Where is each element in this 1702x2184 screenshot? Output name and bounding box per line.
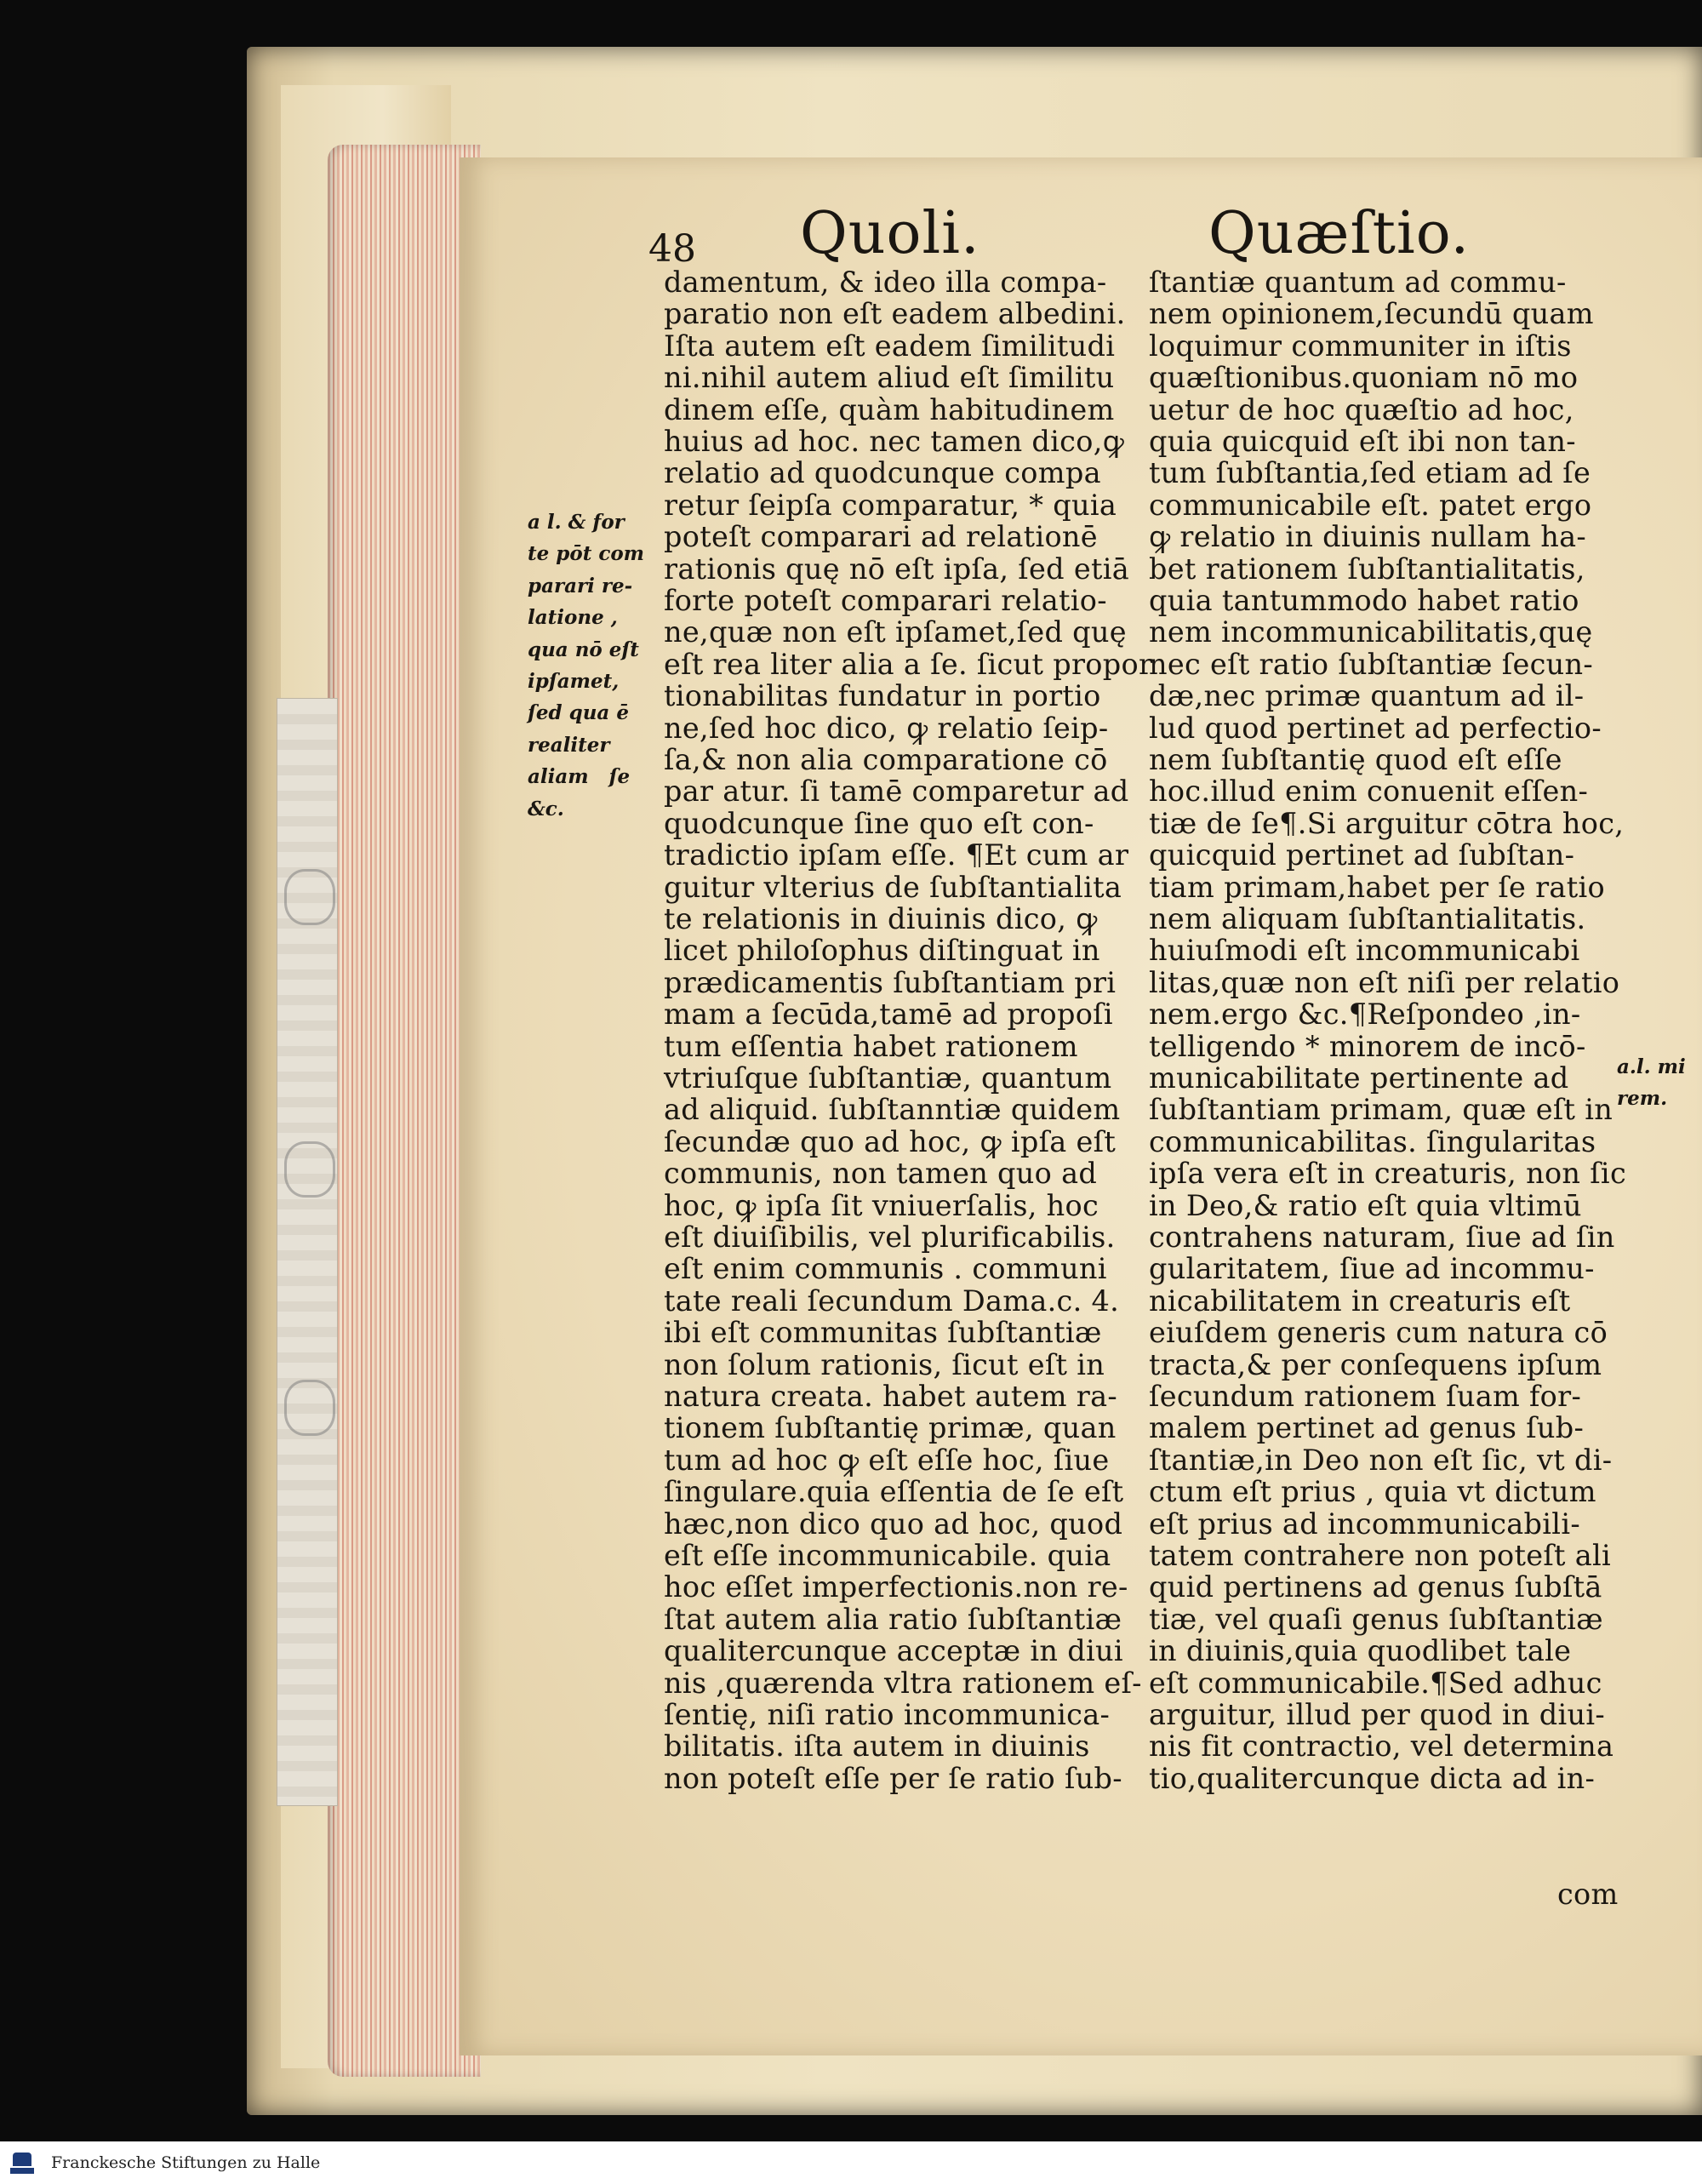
text-line: bilitatis. iſta autem in diuinis [664, 1729, 1090, 1764]
book-page [460, 157, 1702, 2055]
text-line: arguitur, illud per quod in diui- [1149, 1698, 1606, 1731]
text-line: tracta,& per conſequens ipſum [1149, 1347, 1602, 1381]
text-line: nis ,quærenda vltra rationem eſ- [664, 1666, 1142, 1700]
text-line: tiæ de ſe¶.Si arguitur cōtra hoc, [1149, 806, 1625, 840]
text-line: nicabilitatem in creaturis eſt [1149, 1284, 1571, 1318]
marginal-line: aliam ſe [528, 765, 631, 789]
text-line: ibi eſt communitas ſubſtantiæ [664, 1316, 1102, 1350]
text-line: eiuſdem generis cum natura cō [1149, 1316, 1608, 1350]
paper-strip [277, 698, 338, 1806]
text-line: damentum, & ideo illa compa- [664, 266, 1107, 299]
text-line: telligendo * minorem de incō- [1149, 1029, 1586, 1063]
text-line: uetur de hoc quæſtio ad hoc, [1149, 392, 1574, 426]
text-line: eſt communicabile.¶Sed adhuc [1149, 1666, 1602, 1700]
text-line: eſt diuiſibilis, vel plurificabilis. [664, 1221, 1116, 1254]
text-line: ꝙ relatio in diuinis nullam ha- [1149, 520, 1586, 554]
text-line: communis, non tamen quo ad [664, 1157, 1098, 1191]
text-line: non poteſt eſſe per ſe ratio ſub- [664, 1761, 1122, 1795]
text-line: in diuinis,quia quodlibet tale [1149, 1634, 1572, 1668]
footer-bar [0, 2141, 1702, 2184]
text-line: te relationis in diuinis dico, ꝙ [664, 902, 1098, 935]
text-line: licet philoſophus diſtinguat in [664, 934, 1100, 968]
text-line: hæc,non dico quo ad hoc, quod [664, 1507, 1123, 1541]
text-line: ſtantiæ quantum ad commu- [1149, 266, 1567, 299]
text-line: in Deo,& ratio eſt quia vltimū [1149, 1188, 1582, 1222]
text-line: rationis quę nō eſt ipſa, ſed etiā [664, 552, 1130, 586]
text-line: nis fit contractio, vel determina [1149, 1729, 1614, 1764]
text-line: tum eſſentia habet rationem [664, 1029, 1078, 1063]
marginal-line: &c. [528, 797, 564, 820]
text-line: eſt enim communis . communi [664, 1252, 1107, 1286]
text-line: ni.nihil autem aliud eſt ſimilitu [664, 361, 1115, 395]
text-line: nem.ergo &c.¶Reſpondeo ,in- [1149, 998, 1581, 1032]
text-line: nem aliquam ſubſtantialitatis. [1149, 902, 1586, 935]
text-line: ſecundum rationem ſuam for- [1149, 1380, 1582, 1413]
text-line: ſubſtantiam primam, quæ eſt in [1149, 1093, 1613, 1127]
text-line: forte poteſt comparari relatio- [664, 584, 1107, 617]
marginal-line: a l. & for [528, 511, 625, 534]
text-line: communicabilitas. ſingularitas [1149, 1124, 1596, 1158]
text-line: eſt eſſe incommunicabile. quia [664, 1539, 1111, 1572]
text-line: tum ſubſtantia,ſed etiam ad ſe [1149, 456, 1591, 490]
marginal-line: ſed qua ē [528, 701, 629, 725]
text-line: ad aliquid. ſubſtanntiæ quidem [664, 1093, 1121, 1127]
text-line: natura creata. habet autem ra- [664, 1380, 1118, 1413]
text-line: hoc, ꝙ ipſa ſit vniuerſalis, hoc [664, 1188, 1099, 1222]
text-line: tum ad hoc ꝙ eſt eſſe hoc, ſiue [664, 1443, 1110, 1477]
text-line: quia tantummodo habet ratio [1149, 584, 1579, 617]
text-line: tionem ſubſtantię primæ, quan [664, 1411, 1117, 1445]
text-line: tradictio ipſam eſſe. ¶Et cum ar [664, 838, 1129, 872]
institution-logo-icon [5, 2146, 39, 2180]
text-line: nem incommunicabilitatis,quę [1149, 615, 1593, 649]
text-line: ne,ſed hoc dico, ꝙ relatio ſeip- [664, 711, 1109, 745]
text-line: gularitatem, ſiue ad incommu- [1149, 1252, 1595, 1286]
marginal-line: rem. [1617, 1087, 1668, 1111]
text-line: relatio ad quodcunque compa [664, 456, 1101, 490]
text-line: ſtat autem alia ratio ſubſtantiæ [664, 1602, 1122, 1636]
text-line: hoc eſſet imperfectionis.non re- [664, 1570, 1128, 1604]
text-line: lud quod pertinet ad perfectio- [1149, 711, 1602, 745]
marginal-line: a.l. mi [1617, 1055, 1686, 1078]
text-line: loquimur communiter in iſtis [1149, 329, 1572, 363]
text-line: prædicamentis ſubſtantiam pri [664, 965, 1117, 999]
text-line: ſingulare.quia eſſentia de ſe eſt [664, 1475, 1124, 1509]
text-line: contrahens naturam, ſiue ad ſin [1149, 1221, 1615, 1254]
text-line: dinem eſſe, quàm habitudinem [664, 392, 1115, 426]
marginal-line: latione , [528, 606, 618, 630]
text-line: nem ſubſtantię quod eſt eſſe [1149, 743, 1562, 776]
text-line: malem pertinet ad genus ſub- [1149, 1411, 1585, 1445]
text-line: tatem contrahere non poteſt ali [1149, 1539, 1612, 1572]
text-line: hoc.illud enim conuenit eſſen- [1149, 775, 1589, 809]
text-line: poteſt comparari ad relationē [664, 520, 1098, 554]
text-line: ſentię, niſi ratio incommunica- [664, 1698, 1111, 1731]
text-line: ſa,& non alia comparatione cō [664, 743, 1108, 776]
text-line: tionabilitas fundatur in portio [664, 679, 1101, 713]
text-line: retur ſeipſa comparatur, * quia [664, 488, 1117, 522]
text-line: tiam primam,habet per ſe ratio [1149, 870, 1605, 904]
text-line: ſtantiæ,in Deo non eſt ſic, vt di- [1149, 1443, 1613, 1477]
text-line: communicabile eſt. patet ergo [1149, 488, 1592, 522]
text-line: quodcunque ſine quo eſt con- [664, 806, 1094, 840]
text-line: tiæ, vel quaſi genus ſubſtantiæ [1149, 1602, 1603, 1636]
running-head-left: Quoli. [800, 200, 980, 267]
text-line: nec eſt ratio ſubſtantiæ ſecun- [1149, 647, 1594, 681]
marginal-line: parari re- [528, 574, 633, 597]
text-line: municabilitate pertinente ad [1149, 1061, 1569, 1095]
text-line: tate reali ſecundum Dama.c. 4. [664, 1284, 1120, 1318]
text-line: nem opinionem,ſecundū quam [1149, 297, 1594, 331]
text-line: par atur. ſi tamē comparetur ad [664, 775, 1129, 809]
text-line: guitur vlterius de ſubſtantialita [664, 870, 1122, 904]
text-line: quid pertinens ad genus ſubſtā [1149, 1570, 1602, 1604]
institution-name: Franckesche Stiftungen zu Halle [51, 2153, 321, 2172]
text-line: bet rationem ſubſtantialitatis, [1149, 552, 1585, 586]
text-line: Iſta autem eſt eadem ſimilitudi [664, 329, 1116, 363]
text-line: dæ,nec primæ quantum ad il- [1149, 679, 1585, 713]
text-line: ctum eſt prius , quia vt dictum [1149, 1475, 1596, 1509]
text-line: eſt rea liter alia a ſe. ſicut propor [664, 647, 1153, 681]
text-line: quicquid pertinet ad ſubſtan- [1149, 838, 1575, 872]
text-line: ſecundæ quo ad hoc, ꝙ ipſa eſt [664, 1124, 1117, 1158]
text-line: non ſolum rationis, ſicut eſt in [664, 1347, 1105, 1381]
marginal-line: te pōt com [528, 542, 645, 566]
marginal-line: qua nō eſt [528, 637, 639, 661]
page-edges-red [328, 145, 481, 2077]
text-line: quia quicquid eſt ibi non tan- [1149, 425, 1576, 458]
page-number: 48 [648, 227, 696, 271]
text-line: huius ad hoc. nec tamen dico,ꝙ [664, 425, 1125, 458]
marginal-line: ipſamet, [528, 670, 620, 693]
text-line: quæſtionibus.quoniam nō mo [1149, 361, 1579, 395]
text-line: ipſa vera eſt in creaturis, non ſic [1149, 1157, 1627, 1191]
text-line: huiuſmodi eſt incommunicabi [1149, 934, 1580, 968]
text-line: tio,qualitercunque dicta ad in- [1149, 1761, 1596, 1795]
running-head-right: Quæſtio. [1208, 200, 1471, 267]
text-line: ne,quæ non eſt ipſamet,ſed quę [664, 615, 1127, 649]
text-line: vtriuſque ſubſtantiæ, quantum [664, 1061, 1112, 1095]
text-line: litas,quæ non eſt niſi per relatio [1149, 965, 1620, 999]
marginal-line: realiter [528, 733, 610, 757]
text-line: paratio non eſt eadem albedini. [664, 297, 1126, 331]
text-line: qualitercunque acceptæ in diui [664, 1634, 1123, 1668]
catchword: com [1557, 1878, 1619, 1911]
text-line: mam a ſecūda,tamē ad propoſi [664, 998, 1113, 1032]
text-line: eſt prius ad incommunicabili- [1149, 1507, 1580, 1541]
